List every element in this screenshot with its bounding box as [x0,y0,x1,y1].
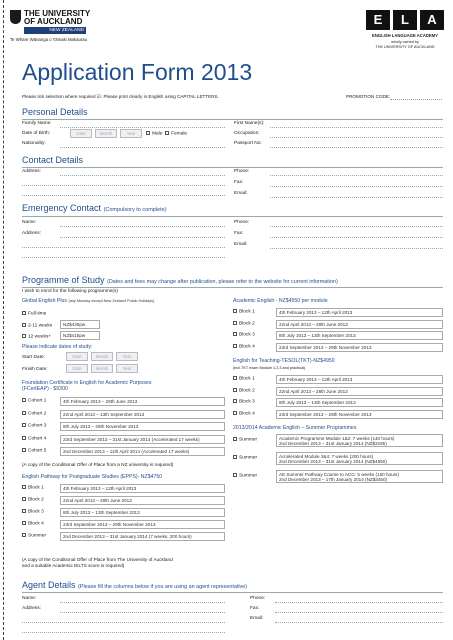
page-title: Application Form 2013 [22,59,253,85]
agent-address-field-1[interactable] [60,612,225,613]
summer-row-label [233,455,257,462]
fcap-row-checkbox[interactable] [22,423,26,427]
ae-row-label [233,321,255,328]
personal-heading: Personal Details [22,107,88,117]
contact-email-label: Email: [234,191,248,196]
emergency-email-label: Email: [234,242,248,247]
epps-row-checkbox[interactable] [22,509,26,513]
summer-row-checkbox[interactable] [233,437,237,441]
dob-label: Date of Birth: [22,131,50,136]
contact-email-field[interactable] [270,197,443,198]
tkt-row-label [233,399,255,406]
fcap-row-checkbox[interactable] [22,411,26,415]
summer-row-dates [276,434,443,447]
ela-logo [366,10,444,55]
emergency-name-field[interactable] [60,226,225,227]
tkt-row-dates: 4th February 2013 – 12th April 2013 [276,375,443,384]
tkt-row-dates: 8th July 2013 – 13th September 2013 [276,398,443,407]
summer-row-checkbox[interactable] [233,473,237,477]
agent-name-field[interactable] [60,602,225,603]
emergency-heading [22,203,167,216]
ae-row-checkbox[interactable] [233,309,237,313]
gep-finish-month[interactable]: Month [91,364,113,373]
ela-line2: wholly owned by [391,40,419,44]
occupation-label: Occupation: [234,131,260,136]
emergency-note: (Compulsory to complete) [103,207,167,213]
agent-name-label: Name: [22,596,37,601]
dob-month-field[interactable]: Month [95,129,117,138]
gep-dates-label: Please indicate dates of study: [22,344,93,350]
programme-note: (Dates and fees may change after publication, please refer to the website for current information) [107,279,338,285]
epps-row-checkbox[interactable] [22,485,26,489]
tkt-row-label-text: Block 4 [239,411,255,416]
epps-note-1: (A copy of the Conditional Offer of Place from The University of Auckland [22,557,173,562]
epps-row-label-text: Block 2 [28,497,44,503]
nationality-field[interactable] [60,147,225,148]
logo-line3: NEW ZEALAND [24,27,86,34]
summer-row-label [233,437,257,444]
ae-row-label-text: Block 1 [239,309,255,315]
family-name-field[interactable] [60,127,225,128]
summer-row-dates [276,452,443,465]
agent-heading-text: Agent Details [22,580,76,590]
contact-phone-label: Phone: [234,169,250,174]
agent-address-label: Address: [22,606,41,611]
summer-row-label-text: Summer [239,437,258,443]
epps-row-dates: 8th July 2013 – 13th September 2013 [60,508,225,517]
first-names-field[interactable] [270,127,443,128]
summer-title: 2013/2014 Academic English – Summer Programmes [233,425,357,431]
passport-label: Passport No: [234,141,262,146]
summer-row-dates [276,470,443,483]
gep-finish-year[interactable]: Year [116,364,138,373]
epps-row-dates: 23rd September 2013 – 29th November 2013 [60,520,225,529]
fcap-row-dates: 4th February 2013 – 28th June 2013 [60,397,225,406]
fcap-row-label-text: Cohort 1 [28,398,47,404]
fcap-row-checkbox[interactable] [22,398,26,402]
summer-row-line1: AE Summer Pathway Course to ACG: 5 weeks (150 hours) [279,472,399,477]
tkt-row-label [233,411,255,418]
epps-title: English Pathway for Postgraduate Studies (EPPS)- NZ$4750 [22,474,163,480]
ela-line3: THE UNIVERSITY OF AUCKLAND [375,45,435,49]
epps-row-label [22,509,44,516]
contact-fax-label: Fax: [234,180,244,185]
agent-phone-label: Phone: [250,596,266,601]
ae-row-label [233,344,255,351]
agent-fax-label: Fax: [250,606,260,611]
summer-row-label [233,473,257,480]
tkt-row-label-text: Block 3 [239,399,255,405]
tkt-row-label-text: Block 2 [239,388,255,393]
emergency-address-label: Address: [22,231,41,236]
promotion-code-field[interactable] [390,99,442,100]
epps-row-label [22,521,44,528]
fcap-note: (A copy of the Conditional Offer of Place from a NZ university is required) [22,462,174,467]
fcap-row-label-text: Cohort 3 [28,423,47,429]
fcap-row-checkbox[interactable] [22,448,26,452]
tkt-row-checkbox[interactable] [233,376,237,380]
female-checkbox[interactable] [165,131,169,135]
ela-letter-e: E [366,10,390,30]
gep-start-label: Start Date: [22,355,45,360]
promotion-label: PROMOTION CODE: [346,94,391,99]
epps-row-label [22,497,44,504]
ae-row-dates: 8th July 2013 – 13th September 2013 [276,331,443,340]
agent-email-label: Email: [250,616,264,621]
gep-start-day[interactable]: Date [66,352,88,361]
emergency-email-field[interactable] [270,248,443,249]
fcap-row-label [22,423,46,430]
logo-line2: OF AUCKLAND [24,17,83,26]
fcap-row-dates: 22nd April 2013 – 13th September 2013 [60,410,225,419]
gep-fulltime-checkbox[interactable] [22,311,26,315]
tkt-row-label [233,376,255,383]
epps-row-label-text: Block 3 [28,509,44,515]
enrol-text: I wish to enrol for the following programme(s) [22,289,118,294]
agent-email-field[interactable] [275,622,443,623]
ela-letter-a: A [420,10,444,30]
female-label: Female [171,131,188,137]
summer-row-label-text: Summer [239,455,258,461]
gep-fee-1: NZ$430pw [60,320,100,329]
ae-row-label [233,309,255,316]
ae-row-label-text: Block 4 [239,344,255,349]
ae-row-dates: 4th February 2013 – 12th April 2013 [276,308,443,317]
epps-row-dates: 2nd December 2013 – 31st January 2014 (7 weeks, 200 hours) [60,532,225,541]
epps-row-label [22,485,44,492]
contact-fax-field[interactable] [270,186,443,187]
contact-address-field-3[interactable] [22,195,225,196]
gep-12-checkbox[interactable] [22,334,26,338]
summer-row-line2: 2nd December 2013 – 17th January 2014 (NZ$3450) [279,477,388,482]
gep-start-year[interactable]: Year [116,352,138,361]
emergency-fax-label: Fax: [234,231,244,236]
passport-field[interactable] [270,147,443,148]
logo-line4: Te Whare Wānanga o Tāmaki Makaurau [10,37,88,42]
tkt-note: (incl.TKT exam Module 1,2,3 and practical) [233,366,306,370]
ae-row-checkbox[interactable] [233,321,237,325]
fcap-row-dates: 2nd December 2013 – 11th April 2014 (Accelerated 17 weeks) [60,447,225,456]
fcap-row-dates: 8th July 2013 – 29th November 2013 [60,422,225,431]
epps-note-2: and a suitable Academic IELTS score is required) [22,563,125,568]
ela-line1: ENGLISH LANGUAGE ACADEMY [372,33,438,38]
ae-title: Academic English - NZ$4550 per module [233,298,328,304]
epps-row-label-text: Block 1 [28,485,44,491]
epps-row-checkbox[interactable] [22,521,26,525]
ae-row-checkbox[interactable] [233,332,237,336]
fcap-row-label [22,411,46,418]
contact-address-field-2[interactable] [22,185,225,186]
summer-row-line2: 2nd December 2013 – 31st January 2014 (NZ$4550) [279,459,387,464]
dob-day-field[interactable]: Date [70,129,92,138]
gep-fulltime [22,311,46,318]
gep-12 [22,334,51,341]
gep-2-11-label: 2-11 weeks [28,323,53,329]
gep-title [22,298,154,304]
fcap-title: Foundation Certificate in English for Academic Purposes [22,380,152,386]
agent-address-field-2[interactable] [22,622,225,623]
ae-row-label [233,332,255,339]
tkt-row-label [233,388,255,395]
summer-row-line1: Academic Programme Module 1&2: 7 weeks (140 hours) [279,436,395,441]
contact-phone-field[interactable] [270,175,443,176]
epps-row-label [22,533,46,540]
first-names-label: First Name(s): [234,121,265,126]
agent-fax-field[interactable] [275,612,443,613]
male-label: Male [152,131,163,137]
emergency-heading-text: Emergency Contact [22,203,102,213]
agent-phone-field[interactable] [275,602,443,603]
fcap-row-label-text: Cohort 2 [28,411,47,416]
fcap-title-2: (FCertEAP) - $9300 [22,386,68,392]
gender-options [146,131,187,138]
gep-2-11 [22,323,52,330]
tkt-row-checkbox[interactable] [233,399,237,403]
agent-note: (Please fill the columns below if you are using an agent representative) [78,584,248,590]
summer-row-label-text: Summer [239,473,258,479]
occupation-field[interactable] [270,137,443,138]
agent-address-field-3[interactable] [22,632,225,633]
ae-row-checkbox[interactable] [233,344,237,348]
gep-fee-2: NZ$415pw [60,331,100,340]
summer-row-line2: 2nd December 2013 – 31st January 2014 (NZ$3185) [279,441,387,446]
emergency-address-field-3[interactable] [22,257,225,258]
fcap-row-label-text: Cohort 5 [28,448,47,454]
tkt-row-checkbox[interactable] [233,388,237,392]
gep-title-text: Global English Plus [22,298,67,304]
fcap-row-dates: 23rd September 2013 – 31st January 2014 (Accelerated 17 weeks) [60,435,225,444]
gep-finish-label: Finish Date: [22,367,48,372]
male-checkbox[interactable] [146,131,150,135]
fcap-row-label [22,398,46,405]
family-name-label: Family Name: [22,121,52,126]
gep-finish-day[interactable]: Date [66,364,88,373]
contact-address-label: Address: [22,169,41,174]
fcap-row-label [22,448,46,455]
gep-fulltime-label: Full-time [28,311,47,317]
gep-start-month[interactable]: Month [91,352,113,361]
ae-row-dates: 23rd September 2013 – 29th November 2013 [276,343,443,352]
emergency-address-field-1[interactable] [60,237,225,238]
gep-note: (any Monday except New Zealand Public Holidays) [68,299,155,303]
emergency-name-label: Name: [22,220,37,225]
crest-icon [10,10,21,24]
ae-row-label-text: Block 2 [239,321,255,326]
contact-address-field-1[interactable] [60,175,225,176]
fcap-row-label-text: Cohort 4 [28,436,47,441]
university-logo [10,10,96,48]
tkt-row-label-text: Block 1 [239,376,255,382]
summer-row-line1: Accelerated Module 3&4: 7 weeks (200 hours) [279,454,374,459]
dob-year-field[interactable]: Year [120,129,142,138]
summer-row-checkbox[interactable] [233,455,237,459]
gep-2-11-checkbox[interactable] [22,323,26,327]
instructions: Please tick selection where required ☑. Please print clearly in English using CAPITAL LETTERS. [22,94,219,99]
ae-row-dates: 22nd April 2013 – 28th June 2013 [276,320,443,329]
fcap-row-checkbox[interactable] [22,436,26,440]
epps-row-dates: 22nd April 2013 – 28th June 2013 [60,496,225,505]
epps-row-dates: 4th February 2013 – 12th April 2013 [60,484,225,493]
emergency-address-field-2[interactable] [22,247,225,248]
epps-row-checkbox[interactable] [22,497,26,501]
tkt-row-dates: 22nd April 2013 – 28th June 2013 [276,387,443,396]
emergency-phone-label: Phone: [234,220,250,225]
emergency-fax-field[interactable] [270,237,443,238]
epps-row-label-text: Summer [28,533,47,539]
emergency-phone-field[interactable] [270,226,443,227]
fcap-row-label [22,436,46,443]
ela-letter-l: L [393,10,417,30]
epps-row-checkbox[interactable] [22,533,26,537]
contact-heading: Contact Details [22,155,84,165]
nationality-label: Nationality: [22,141,46,146]
tkt-row-dates: 23rd September 2013 – 29th November 2013 [276,410,443,419]
cut-line [3,0,4,640]
programme-heading-text: Programme of Study [22,275,105,285]
logo-line1: THE UNIVERSITY [24,9,91,18]
gep-12-label: 12 weeks+ [28,334,52,340]
ae-row-label-text: Block 3 [239,332,255,338]
tkt-row-checkbox[interactable] [233,411,237,415]
epps-row-label-text: Block 4 [28,521,44,527]
tkt-title: English for Teaching-TESOL(TKT)-NZ$4950 [233,358,335,364]
